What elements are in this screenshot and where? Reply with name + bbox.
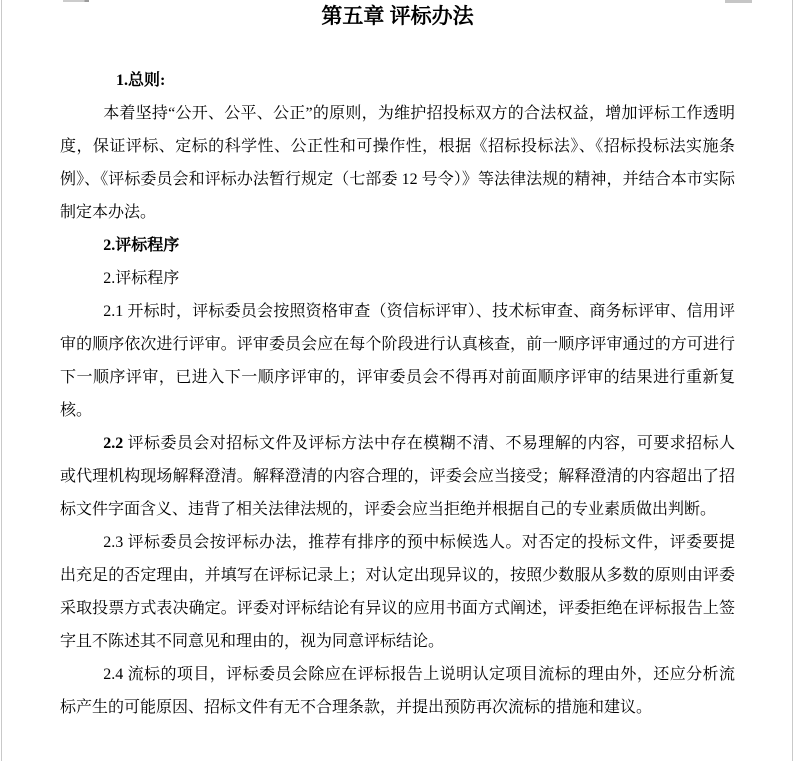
section-2-subheading: 2.评标程序	[103, 270, 180, 287]
clause-2-3-paragraph: 2.3 评标委员会按评标办法，推荐有排序的预中标候选人。对否定的投标文件，评委要提出充足的否定理由，并填写在评标记录上；对认定出现异议的，按照少数服从多数的原则由评委采取投票方式表决确定。评委对评标结论有异议的应用书面方式阐述，评委拒绝在评标报告上签字且不陈述其不同意见和理由的，视为同意评标结论。	[60, 534, 735, 650]
chapter-title: 第五章 评标办法	[321, 4, 474, 28]
clause-2-2-paragraph	[60, 427, 735, 526]
clause-2-2-number: 2.2	[103, 435, 128, 452]
page-right-border	[792, 0, 793, 761]
top-right-page-artifact	[725, 0, 752, 3]
section-2-heading: 2.评标程序	[103, 237, 180, 254]
clause-2-2-text: 评标委员会对招标文件及评标方法中存在模糊不清、不易理解的内容，可要求招标人或代理机构现场解释澄清。解释澄清的内容合理的，评委会应当接受；解释澄清的内容超出了招标文件字面含义、违背了相关法律法规的，评委会应当拒绝并根据自己的专业素质做出判断。	[60, 435, 735, 518]
section-1-heading: 1.总则:	[116, 72, 166, 89]
page-left-border	[1, 0, 2, 761]
clause-2-1-paragraph: 2.1 开标时，评标委员会按照资格审查（资信标评审）、技术标审查、商务标评审、信用评审的顺序依次进行评审。评审委员会应在每个阶段进行认真核查，前一顺序评审通过的方可进行下一顺序评审，已进入下一顺序评审的，评审委员会不得再对前面顺序评审的结果进行重新复核。	[60, 303, 735, 419]
clause-2-4-paragraph: 2.4 流标的项目，评标委员会除应在评标报告上说明认定项目流标的理由外，还应分析流标产生的可能原因、招标文件有无不合理条款，并提出预防再次流标的措施和建议。	[60, 666, 735, 716]
section-1-paragraph: 本着坚持“公开、公平、公正”的原则，为维护招投标双方的合法权益，增加评标工作透明度，保证评标、定标的科学性、公正性和可操作性，根据《招标投标法》、《招标投标法实施条例》、《评标委员会和评标办法暂行规定（七部委 12 号令）》等法律法规的精神，并结合本市实际制定本办法。	[60, 105, 735, 221]
top-left-page-artifact	[63, 0, 89, 2]
